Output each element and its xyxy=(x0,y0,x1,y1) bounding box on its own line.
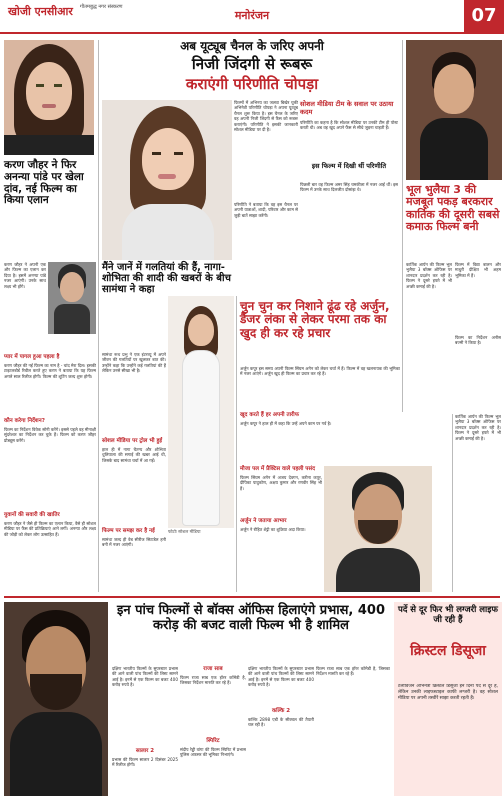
prabhas-body3: फिल्म राजा साब एक हॉरर कॉमेडी है, जिसका निर्देशन मारुति कर रहे हैं। xyxy=(180,675,246,686)
samantha-headline: मैंने जानें में गलतियां की हैं, नागा-शोभिता की शादी की खबरों के बीच सामंथा ने कहा xyxy=(102,262,231,296)
parineeti-headline-3: कराएंगी परिणीति चोपड़ा xyxy=(185,75,319,93)
prabhas-body-cont: दक्षिण भारतीय फिल्मों के सुपरस्टार प्रभास की आने वाली पांच फिल्मों की लिस्ट सामने आई है। इनमें से एक फिल्म का बजट 400 करोड़ रुपये है। xyxy=(248,666,314,688)
karan-sub2: कौन करेगा निर्देशन? xyxy=(4,418,45,424)
kartik-photo xyxy=(406,40,502,180)
prabhas-sub4: कल्कि 2 xyxy=(271,708,291,714)
prabhas-body-col4: फिल्म राजा साब एक हॉरर कॉमेडी है, जिसका निर्देशन मारुति कर रहे हैं। xyxy=(316,666,390,677)
section-title: मनोरंजन xyxy=(234,9,270,22)
arjun-body: अर्जुन कपूर इस समय अपनी फिल्म सिंघम अगेन को लेकर चर्चा में हैं। फिल्म में वह खलनायक की भूमिका में नजर आएंगे। अर्जुन खुद ही फिल्म का प्रचार कर रहे हैं। xyxy=(240,366,400,377)
bhool-body-cont: कार्तिक आर्यन की फिल्म भूल भुलैया 3 बॉक्स ऑफिस पर शानदार प्रदर्शन कर रही है। फिल्म ने दूसरे हफ्ते में भी अच्छी कमाई की है। xyxy=(455,414,501,441)
parineeti-col2: परिणीति ने बताया कि वह इस चैनल पर अपनी यात्राओं, शादी, परिवार और काम से जुड़ी बातें साझा करेंगी। xyxy=(234,202,298,218)
prabhas-photo xyxy=(4,602,108,796)
prabhas-sub1: सालार 2 xyxy=(135,748,155,754)
bhool-headline: भूल भुलैया 3 की मजबूत पकड़ बरकरार कार्तिक की दूसरी सबसे कमाऊ फिल्म बनी xyxy=(406,183,500,233)
arjun-sub1: खूद करते हैं हर अपनी तारीफ xyxy=(240,412,299,418)
karan-sub1: प्यार में पागल हुआ पहला है xyxy=(4,354,60,360)
samantha-sub2: फिल्म पर समझ कर है नई xyxy=(102,528,155,534)
prabhas-sub2: राजा साब xyxy=(203,666,223,672)
krystle-tagline: पर्दे से दूर फिर भी लग्जरी लाइफ जी रही हैं xyxy=(398,605,498,625)
krystle-body: टेलीविजन अभिनेत्री क्रिस्टल डिसूजा इन दिनों पर्दे से दूर हैं, लेकिन उनकी लाइफस्टाइल काफी लग्जरी है। वह सोशल मीडिया पर अपनी तस्वीरें साझा करती रहती हैं। xyxy=(398,684,498,701)
karan-body3: फिल्म का निर्देशन विवेक सोनी करेंगे। इससे पहले वह मीनाक्षी सुंदरेश्वर का निर्देशन कर चुके हैं। फिल्म को करण जौहर प्रोड्यूस करेंगे। xyxy=(4,427,96,443)
karan-body4: करण जौहर ने जैसे ही फिल्म का एलान किया, वैसे ही सोशल मीडिया पर फैंस की प्रतिक्रियाएं आने लगीं। अनन्या और लक्ष्य की जोड़ी को लेकर लोग उत्साहित हैं। xyxy=(4,521,96,537)
karan-headline: करण जौहर ने फिर अनन्या पांडे पर खेला दांव, नई फिल्म का किया एलान xyxy=(4,159,84,207)
arjun-sub2: मौजा पल में प्रैक्टिस वाले पहली पसंद xyxy=(240,466,316,472)
arjun-sub3: अर्जुन ने जताया आभार xyxy=(240,518,287,524)
samantha-sub1: सोशल मीडिया पर ट्रोल भी हुईं xyxy=(102,438,163,444)
bhool-body3: फिल्म का निर्देशन अनीस बज्मी ने किया है। xyxy=(455,335,501,346)
ananya-photo xyxy=(4,40,94,155)
parineeti-col3: परिणीति का कहना है कि सोशल मीडिया पर उनकी टीम ही पोस्ट करती थी। अब वह खुद अपने फैंस से सीधे जुड़ना चाहती हैं। xyxy=(300,120,398,131)
page-number: 07 xyxy=(464,0,504,32)
prabhas-body4: संदीप रेड्डी वांगा की फिल्म स्पिरिट में प्रभास पुलिस अफसर की भूमिका निभाएंगे। xyxy=(180,747,246,758)
arjun-headline: चुन चुन कर निशाने ढूंढ रहे अर्जुन, डैंजर लंका से लेकर परमा तक का खुद ही कर रहे प्रचार xyxy=(240,299,390,340)
prabhas-body2: प्रभास की फिल्म सालार 2 दिसंबर 2025 में रिलीज होगी। xyxy=(112,757,178,768)
arjun-body4: अर्जुन ने रोहित शेट्टी का शुक्रिया अदा किया। xyxy=(240,527,306,532)
page-header xyxy=(0,0,504,34)
parineeti-sub2: इस फिल्म में दिखी थीं परिणीति xyxy=(311,162,387,170)
parineeti-photo xyxy=(102,100,232,260)
arjun-body3: फिल्म सिंघम अगेन में अजय देवगन, करीना कपूर, दीपिका पादुकोण, अक्षय कुमार और रणवीर सिंह भी हैं। xyxy=(240,475,322,491)
karan-body2: करण जौहर की नई फिल्म का नाम है - चांद मेरा दिल। इसकी टाइटलबोर्ड रिवील करते हुए करण ने बताया कि यह फिल्म अगले साल रिलीज होगी। फिल्म की शूटिंग जल्द शुरू होगी। xyxy=(4,363,96,379)
parineeti-col1: फिल्मों में अभिनय का जलवा बिखेर चुकी अभिनेत्री परिणीति चोपड़ा ने अपना यूट्यूब चैनल शुरू किया है। इस चैनल के जरिए वह अपनी निजी जिंदगी से फैंस को रूबरू कराएंगी। परिणीति ने इसकी जानकारी सोशल मीडिया पर दी है। xyxy=(234,100,298,133)
newspaper-brand: खोजी एनसीआर xyxy=(8,5,73,18)
krystle-name: क्रिस्टल डिसूजा xyxy=(410,643,486,659)
parineeti-headline-2: निजी जिंदगी से रूबरू xyxy=(191,55,313,73)
bhool-body: कार्तिक आर्यन की फिल्म भूल भुलैया 3 बॉक्स ऑफिस पर शानदार प्रदर्शन कर रही है। फिल्म ने दूसरे हफ्ते में भी अच्छी कमाई की है। xyxy=(406,262,452,289)
parineeti-col3b: पिछली बार वह फिल्म अमर सिंह चमकीला में नजर आई थीं। इस फिल्म में उनके साथ दिलजीत दोसांझ थे। xyxy=(300,182,398,193)
bhool-body2: फिल्म में विद्या बालन और माधुरी दीक्षित भी अहम भूमिका में हैं। xyxy=(455,262,501,278)
parineeti-headline-1: अब यूट्यूब चैनल के जरिए अपनी xyxy=(180,39,324,53)
prabhas-headline: इन पांच फिल्मों से बॉक्स ऑफिस हिलाएंगे प्रभास, 400 करोड़ की बजट वाली फिल्म भी है शामिल xyxy=(116,603,386,633)
karan-intro: करण जौहर ने अपनी एक और फिल्म का एलान कर दिया है। इसमें अनन्या पांडे नजर आएंगी। उनके साथ लक्ष्य भी होंगे। xyxy=(4,262,46,289)
samantha-caption: फोटोः सोशल मीडिया xyxy=(168,530,201,535)
samantha-body3: सामंथा जल्द ही वेब सीरीज सिटाडेल हनी बनी में नजर आएंगी। xyxy=(102,537,166,548)
prabhas-body5: कल्कि 2898 एडी के सीक्वल की तैयारी चल रही है। xyxy=(248,717,314,728)
prabhas-sub3: स्पिरिट xyxy=(206,738,220,744)
samantha-body: सामंथा रूथ प्रभु ने एक इंटरव्यू में अपने जीवन की गलतियों पर खुलकर बात की। उन्होंने कहा कि उन्होंने कई गलतियां की हैं लेकिन उनसे सीखा भी है। xyxy=(102,352,166,374)
dateline: गौतमबुद्ध नगर संस्करण xyxy=(80,4,123,10)
samantha-body2: हाल ही में नागा चैतन्य और शोभिता धुलिपाला की सगाई की खबर आई थी, जिसके बाद सामंथा चर्चा में आ गईं। xyxy=(102,447,166,463)
karan-photo xyxy=(48,262,96,334)
arjun-body2: अर्जुन कपूर ने हाल ही में कहा कि उन्हें अपने काम पर गर्व है। xyxy=(240,421,332,426)
samantha-photo xyxy=(168,296,234,528)
arjun-photo xyxy=(324,466,432,592)
prabhas-body: दक्षिण भारतीय फिल्मों के सुपरस्टार प्रभास की आने वाली पांच फिल्मों की लिस्ट सामने आई है। इनमें से एक फिल्म का बजट 400 करोड़ रुपये है। xyxy=(112,666,178,688)
parineeti-sub1: सोशल मीडिया टीम के सवाल पर उठाया कदम xyxy=(300,100,394,116)
karan-sub3: युवानों की सवारी की खातिर xyxy=(4,512,60,518)
